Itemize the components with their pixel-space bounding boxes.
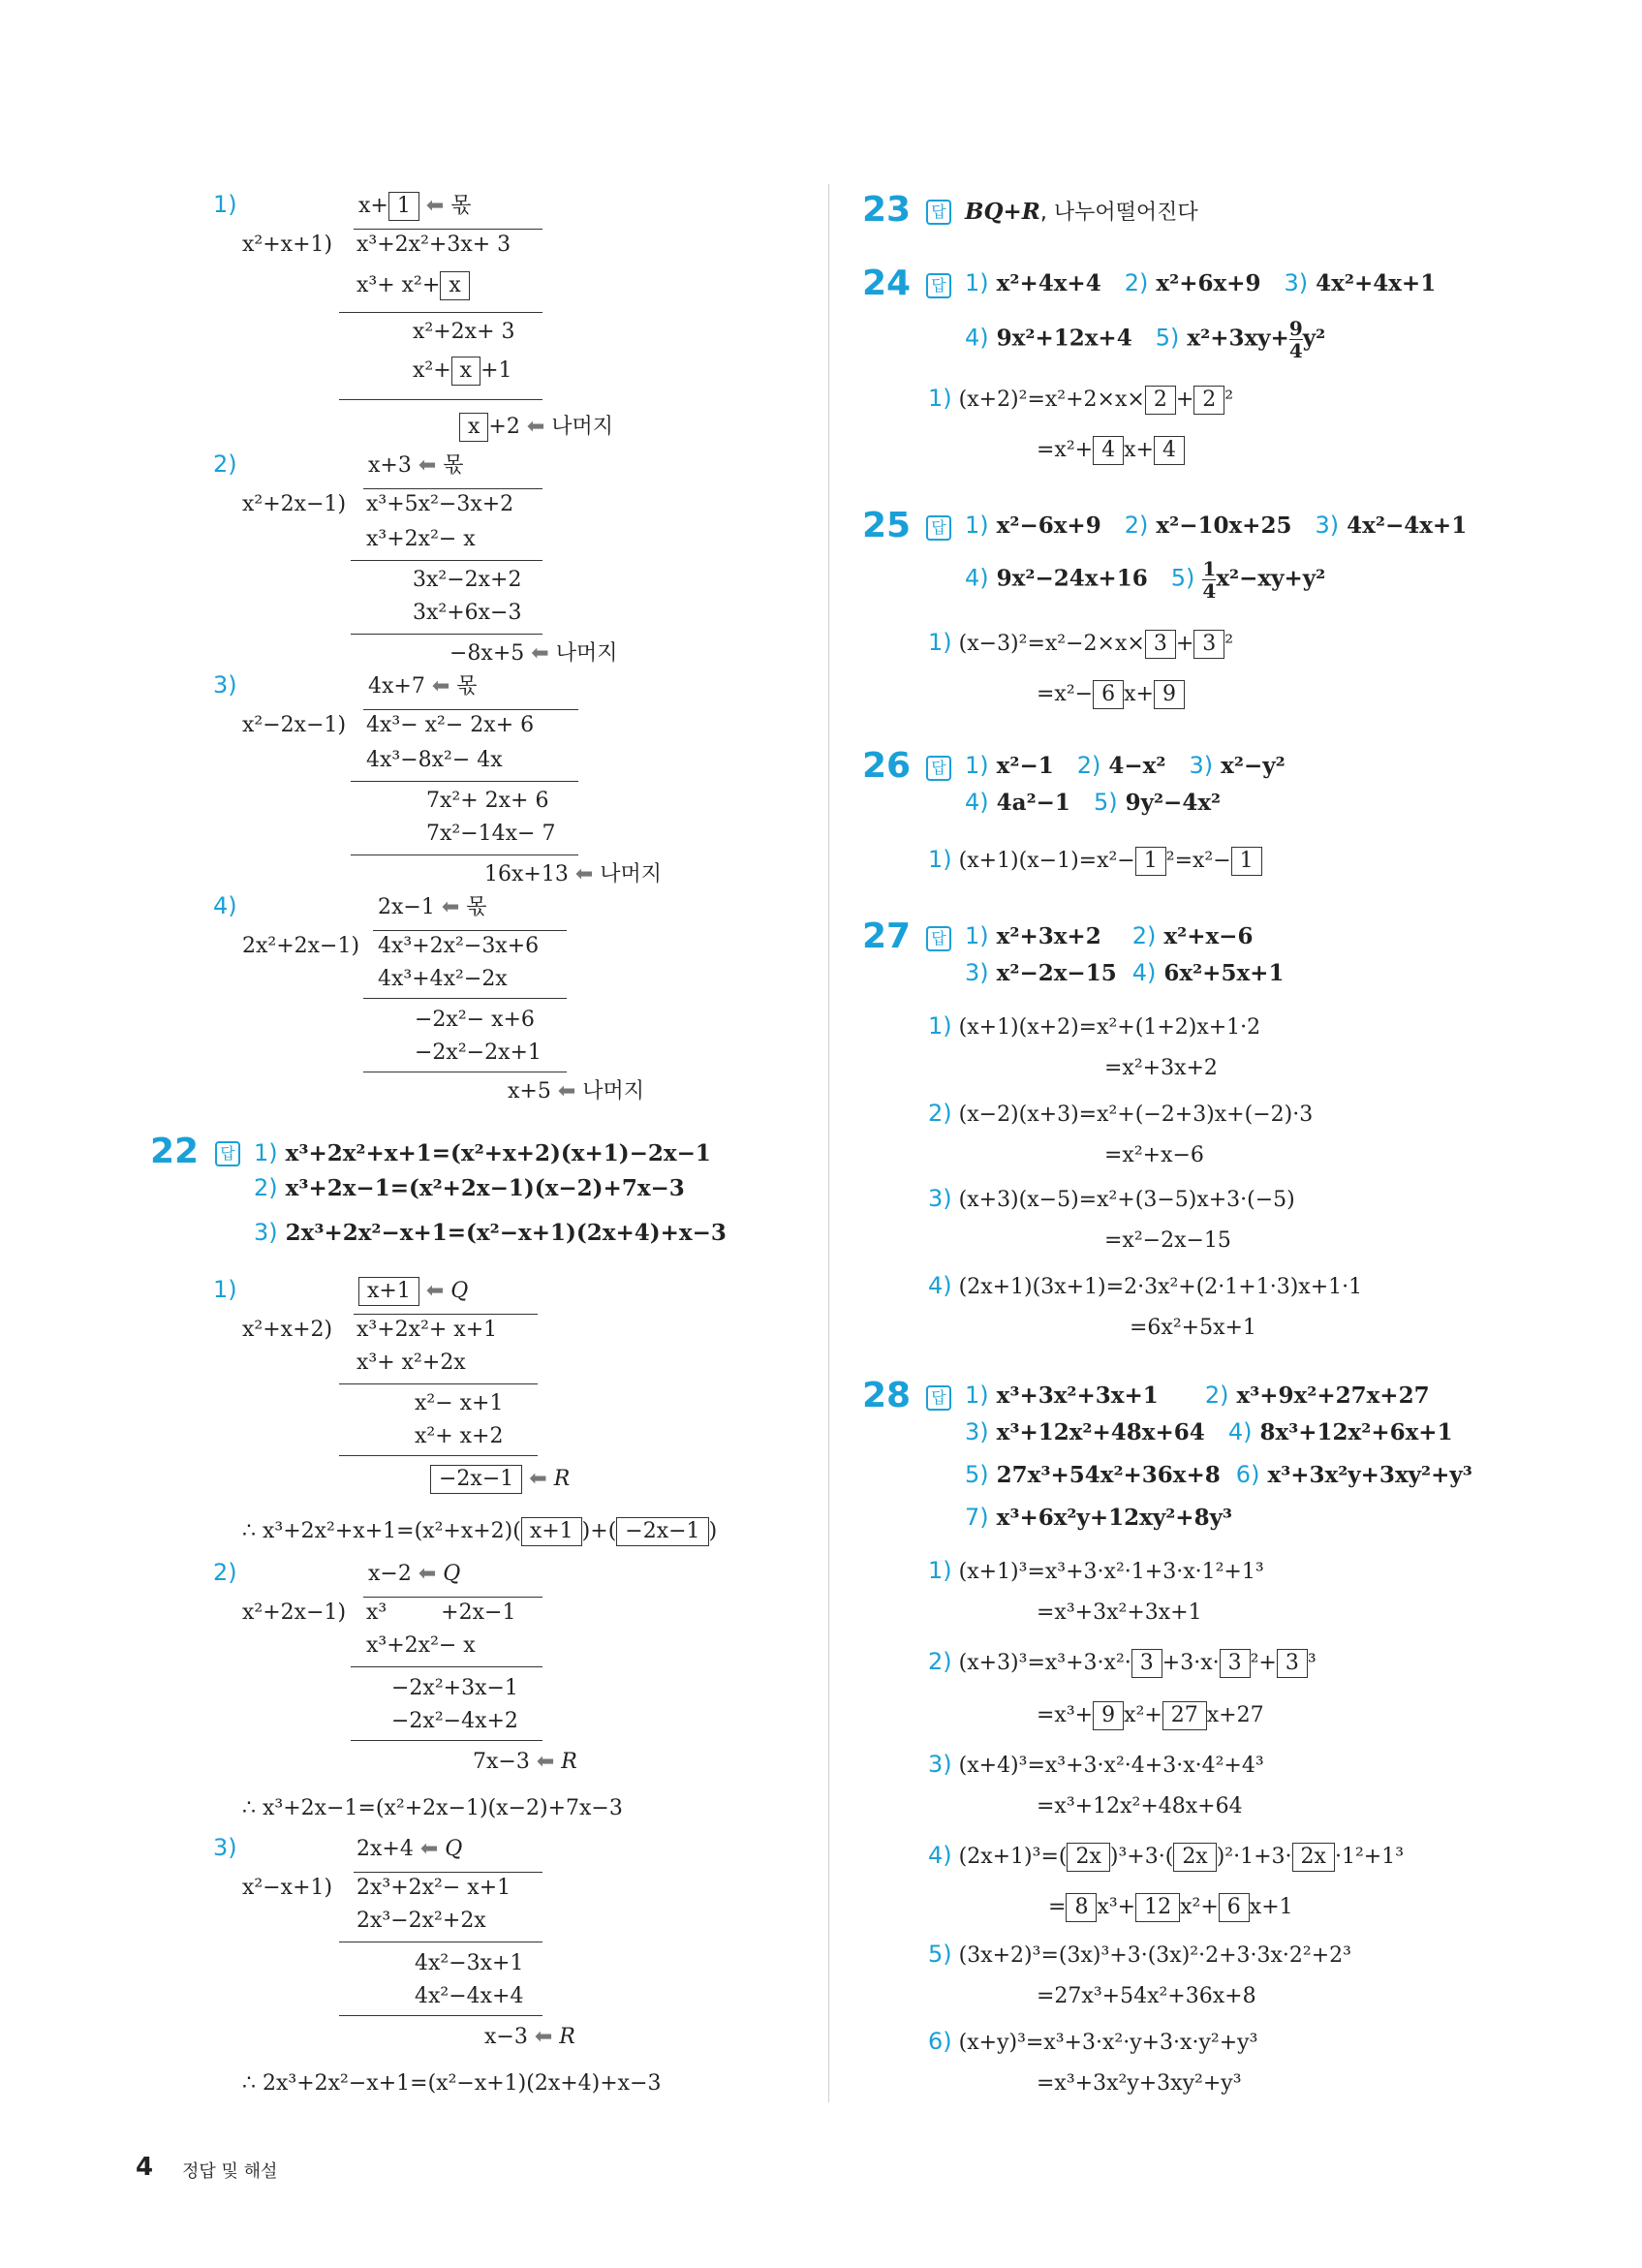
subtract-row: 4x²−4x+4	[415, 1984, 524, 2008]
dividend: 2x³+2x²− x+1	[356, 1876, 511, 1900]
subtract-row: x³+2x²− x	[366, 527, 476, 551]
item-label: 3)	[213, 671, 237, 699]
therefore-line: ∴ x³+2x−1=(x²+2x−1)(x−2)+7x−3	[242, 1796, 623, 1820]
answer-box: −2x−1	[616, 1517, 708, 1546]
work-line: =x²+3x+2	[1104, 1056, 1218, 1080]
division-bar	[354, 1314, 538, 1315]
quotient: x+3 ⬅ 몫	[368, 453, 464, 478]
rule	[339, 1383, 538, 1384]
left-arrow-icon: ⬅	[574, 862, 594, 886]
quotient: 2x−1 ⬅ 몫	[378, 895, 487, 919]
answer-row-3: 5) 27x³+54x²+36x+8 6) x³+3x²y+3xy²+y³	[965, 1461, 1472, 1488]
answer-box: 12	[1135, 1893, 1180, 1922]
remainder-row: x²+2x+ 3	[413, 320, 515, 344]
rule	[363, 998, 567, 999]
work-line: =x²−2x−15	[1104, 1228, 1231, 1253]
item-label: 2)	[213, 450, 237, 478]
item-label: 4)	[213, 892, 237, 919]
work-line: 1) (x+1)(x+2)=x²+(1+2)x+1·2	[928, 1012, 1261, 1040]
answer-box: 1	[1135, 847, 1166, 876]
answer-tag: 답	[926, 926, 951, 951]
question-number: 25	[862, 506, 912, 545]
work-line: 4) (2x+1)(3x+1)=2·3x²+(2·1+1·3)x+1·1	[928, 1272, 1363, 1299]
left-arrow-icon: ⬅	[531, 641, 549, 666]
subtract-row: 4x³−8x²− 4x	[366, 748, 503, 772]
remainder: x−3 ⬅ R	[484, 2025, 575, 2049]
therefore-line: ∴ 2x³+2x²−x+1=(x²−x+1)(2x+4)+x−3	[242, 2071, 662, 2096]
remainder-row: −2x²− x+6	[415, 1008, 535, 1032]
work-line: =x³+3x²+3x+1	[1037, 1600, 1202, 1625]
divisor: 2x²+2x−1)	[242, 934, 360, 958]
work-line: =6x²+5x+1	[1130, 1316, 1256, 1340]
answer-row-1: 1) x²+4x+4 2) x²+6x+9 3) 4x²+4x+1	[965, 269, 1437, 296]
left-arrow-icon: ⬅	[557, 1079, 576, 1103]
remainder-row: 7x²+ 2x+ 6	[426, 789, 549, 813]
answer-row-1: 1) x²−6x+9 2) x²−10x+25 3) 4x²−4x+1	[965, 512, 1468, 539]
remainder: x+5 ⬅ 나머지	[508, 1079, 645, 1103]
subtract-row: 4x³+4x²−2x	[378, 967, 508, 991]
answer-box: x	[440, 271, 469, 300]
division-bar	[363, 1597, 542, 1598]
question-number: 27	[862, 917, 912, 956]
subtract-row: 2x³−2x²+2x	[356, 1909, 486, 1933]
dividend: x³+5x²−3x+2	[366, 492, 514, 516]
answer-box: −2x−1	[430, 1465, 522, 1494]
answer-tag: 답	[926, 273, 951, 298]
answer-box: x+1	[358, 1277, 419, 1306]
rule	[351, 634, 542, 635]
quotient: 2x+4 ⬅ Q	[356, 1837, 463, 1861]
work-line: 1) (x+2)²=x²+2×x× 2 + 2 ²	[928, 384, 1233, 415]
fraction: $\frac{1}{4}$	[1202, 557, 1217, 603]
answer-row-4: 7) x³+6x²y+12xy²+8y³	[965, 1504, 1233, 1531]
answer-box: 3	[1277, 1649, 1308, 1678]
answer-tag: 답	[926, 756, 951, 781]
answer-box: 3	[1193, 630, 1224, 659]
divisor: x²−2x−1)	[242, 713, 347, 737]
remainder-row: 4x²−3x+1	[415, 1951, 524, 1975]
page-section-title: 정답 및 해설	[182, 2161, 278, 2182]
work-line: 3) (x+3)(x−5)=x²+(3−5)x+3·(−5)	[928, 1185, 1295, 1212]
work-line: =27x³+54x²+36x+8	[1037, 1984, 1256, 2008]
answer-box: x+1	[521, 1517, 582, 1546]
dividend: x³ +2x−1	[366, 1600, 516, 1625]
rule	[339, 399, 542, 400]
left-arrow-icon: ⬅	[526, 415, 545, 439]
subtract-row: x³+2x²− x	[366, 1633, 476, 1658]
answer-box: 6	[1093, 680, 1124, 709]
work-line: 2) (x+3)³=x³+3·x²· 3 +3·x· 3 ²+ 3 ³	[928, 1647, 1317, 1678]
question-number: 22	[150, 1132, 200, 1171]
left-arrow-icon: ⬅	[419, 1837, 439, 1861]
left-arrow-icon: ⬅	[425, 1279, 445, 1303]
remainder-row: 3x²−2x+2	[413, 568, 522, 592]
answer-1: 1) x³+2x²+x+1=(x²+x+2)(x+1)−2x−1	[254, 1139, 711, 1166]
answer-box: 3	[1145, 630, 1176, 659]
answer-row-2: 3) x³+12x²+48x+64 4) 8x³+12x²+6x+1	[965, 1418, 1453, 1445]
left-arrow-icon: ⬅	[534, 2025, 553, 2049]
item-label: 1)	[213, 191, 237, 218]
work-line: =x²+x−6	[1104, 1143, 1204, 1167]
answer-3: 3) 2x³+2x²−x+1=(x²−x+1)(2x+4)+x−3	[254, 1219, 727, 1246]
dividend: 4x³+2x²−3x+6	[378, 934, 540, 958]
work-line: =x³+3x²y+3xy²+y³	[1037, 2071, 1242, 2096]
answer: BQ+R, 나누어떨어진다	[965, 199, 1198, 225]
answer-box: 2	[1193, 386, 1224, 415]
remainder-row: x²− x+1	[415, 1391, 504, 1415]
item-label: 1)	[213, 1276, 237, 1303]
divisor: x²+2x−1)	[242, 1600, 347, 1625]
dividend: x³+2x²+ x+1	[356, 1318, 498, 1342]
rule	[351, 781, 578, 782]
left-arrow-icon: ⬅	[431, 674, 450, 699]
answer-box: 27	[1162, 1701, 1207, 1730]
work-line: = 8 x³+ 12 x²+ 6 x+1	[1048, 1893, 1293, 1922]
answer-box: 2x	[1173, 1843, 1216, 1872]
remainder: 16x+13 ⬅ 나머지	[484, 862, 663, 886]
question-number: 26	[862, 746, 912, 786]
quotient: x+1 ⬅ Q	[358, 1277, 468, 1306]
column-divider	[828, 184, 829, 2102]
rule	[339, 1455, 538, 1456]
work-line: 5) (3x+2)³=(3x)³+3·(3x)²·2+3·3x·2²+2³	[928, 1941, 1351, 1968]
page-number: 4	[136, 2153, 154, 2182]
divisor: x²+x+2)	[242, 1318, 333, 1342]
answer-box: 2x	[1067, 1843, 1109, 1872]
subtract-row: x²+ x +1	[413, 357, 512, 386]
work-line: 2) (x−2)(x+3)=x²+(−2+3)x+(−2)·3	[928, 1100, 1314, 1127]
work-line: 1) (x+1)³=x³+3·x²·1+3·x·1²+1³	[928, 1557, 1264, 1584]
answer-box: 4	[1154, 436, 1185, 465]
answer-row-1: 1) x²+3x+2 2) x²+x−6	[965, 922, 1254, 949]
work-line: =x²− 6 x+ 9	[1037, 680, 1185, 709]
quotient: 4x+7 ⬅ 몫	[368, 674, 478, 699]
work-line: =x³+ 9 x²+ 27 x+27	[1037, 1701, 1264, 1730]
answer-box: 1	[1231, 847, 1262, 876]
rule	[351, 560, 542, 561]
work-line: 6) (x+y)³=x³+3·x²·y+3·x·y²+y³	[928, 2028, 1258, 2055]
division-bar	[363, 709, 578, 710]
left-arrow-icon: ⬅	[529, 1467, 547, 1491]
work-line: =x²+ 4 x+ 4	[1037, 436, 1185, 465]
answer-box: x	[459, 413, 488, 442]
subtract-row: x³+ x²+ x	[356, 271, 470, 300]
division-bar	[354, 1872, 542, 1873]
left-arrow-icon: ⬅	[418, 453, 437, 478]
item-label: 2)	[213, 1559, 237, 1586]
question-number: 28	[862, 1376, 912, 1415]
answer-box: 2x	[1292, 1843, 1335, 1872]
remainder: −2x−1 ⬅ R	[430, 1465, 570, 1494]
answer-row-2: 4) 9x²+12x+4 5) x²+3xy+ $\frac{9}{4}$ y²	[965, 317, 1326, 362]
division-bar	[354, 229, 542, 230]
fraction: $\frac{9}{4}$	[1288, 317, 1303, 362]
divisor: x²+2x−1)	[242, 492, 347, 516]
answer-2: 2) x³+2x−1=(x²+2x−1)(x−2)+7x−3	[254, 1174, 685, 1201]
answer-box: 9	[1154, 680, 1185, 709]
answer-box: 8	[1066, 1893, 1097, 1922]
dividend: x³+2x²+3x+ 3	[356, 233, 511, 257]
work-line: 1) (x+1)(x−1)=x²− 1 ²=x²− 1	[928, 845, 1262, 876]
therefore-line: ∴ x³+2x²+x+1=(x²+x+2)( x+1 )+( −2x−1 )	[242, 1517, 717, 1546]
answer-row-2: 4) 4a²−1 5) 9y²−4x²	[965, 789, 1222, 816]
subtract-row: x³+ x²+2x	[356, 1351, 466, 1375]
remainder-row: −2x²+3x−1	[391, 1676, 518, 1700]
answer-row-2: 4) 9x²−24x+16 5) $\frac{1}{4}$ x²−xy+y²	[965, 557, 1326, 603]
work-line: 3) (x+4)³=x³+3·x²·4+3·x·4²+4³	[928, 1751, 1264, 1778]
answer-box: 6	[1219, 1893, 1250, 1922]
subtract-row: 3x²+6x−3	[413, 601, 522, 625]
answer-tag: 답	[926, 1385, 951, 1411]
divisor: x²−x+1)	[242, 1876, 333, 1900]
left-arrow-icon: ⬅	[418, 1562, 437, 1586]
answer-row-1: 1) x²−1 2) 4−x² 3) x²−y²	[965, 752, 1286, 779]
question-number: 24	[862, 264, 912, 303]
item-label: 3)	[213, 1834, 237, 1861]
remainder: 7x−3 ⬅ R	[473, 1750, 577, 1774]
rule	[351, 1740, 542, 1741]
work-line: =x³+12x²+48x+64	[1037, 1794, 1243, 1818]
remainder: x +2 ⬅ 나머지	[459, 413, 613, 442]
divisor: x²+x+1)	[242, 233, 333, 257]
rule	[351, 1666, 542, 1667]
left-arrow-icon: ⬅	[536, 1750, 555, 1774]
rule	[351, 854, 578, 855]
division-bar	[363, 488, 542, 489]
subtract-row: −2x²−2x+1	[415, 1041, 542, 1065]
dividend: 4x³− x²− 2x+ 6	[366, 713, 535, 737]
answer-box: 9	[1093, 1701, 1124, 1730]
answer-tag: 답	[215, 1141, 240, 1166]
subtract-row: 7x²−14x− 7	[426, 822, 556, 846]
answer-tag: 답	[926, 200, 951, 225]
answer-tag: 답	[926, 515, 951, 541]
rule	[339, 2015, 542, 2016]
rule	[339, 312, 542, 313]
question-number: 23	[862, 190, 912, 230]
answer-row-2: 3) x²−2x−15 4) 6x²+5x+1	[965, 959, 1285, 986]
answer-box: 1	[388, 192, 419, 221]
division-bar	[373, 930, 567, 931]
answer-box: 2	[1145, 386, 1176, 415]
left-arrow-icon: ⬅	[425, 194, 445, 218]
left-arrow-icon: ⬅	[441, 895, 460, 919]
subtract-row: −2x²−4x+2	[391, 1709, 518, 1733]
quotient: x+ 1 ⬅ 몫	[358, 192, 472, 221]
work-line: 1) (x−3)²=x²−2×x× 3 + 3 ²	[928, 628, 1233, 659]
remainder: −8x+5 ⬅ 나머지	[449, 641, 618, 666]
subtract-row: x²+ x+2	[415, 1424, 504, 1448]
answer-box: x	[451, 357, 480, 386]
answer-row-1: 1) x³+3x²+3x+1 2) x³+9x²+27x+27	[965, 1382, 1430, 1409]
answer-box: 3	[1220, 1649, 1251, 1678]
answer-box: 4	[1093, 436, 1124, 465]
answer-box: 3	[1131, 1649, 1162, 1678]
quotient: x−2 ⬅ Q	[368, 1562, 461, 1586]
work-line: 4) (2x+1)³=( 2x )³+3·( 2x )²·1+3· 2x ·1²+1³	[928, 1841, 1404, 1872]
